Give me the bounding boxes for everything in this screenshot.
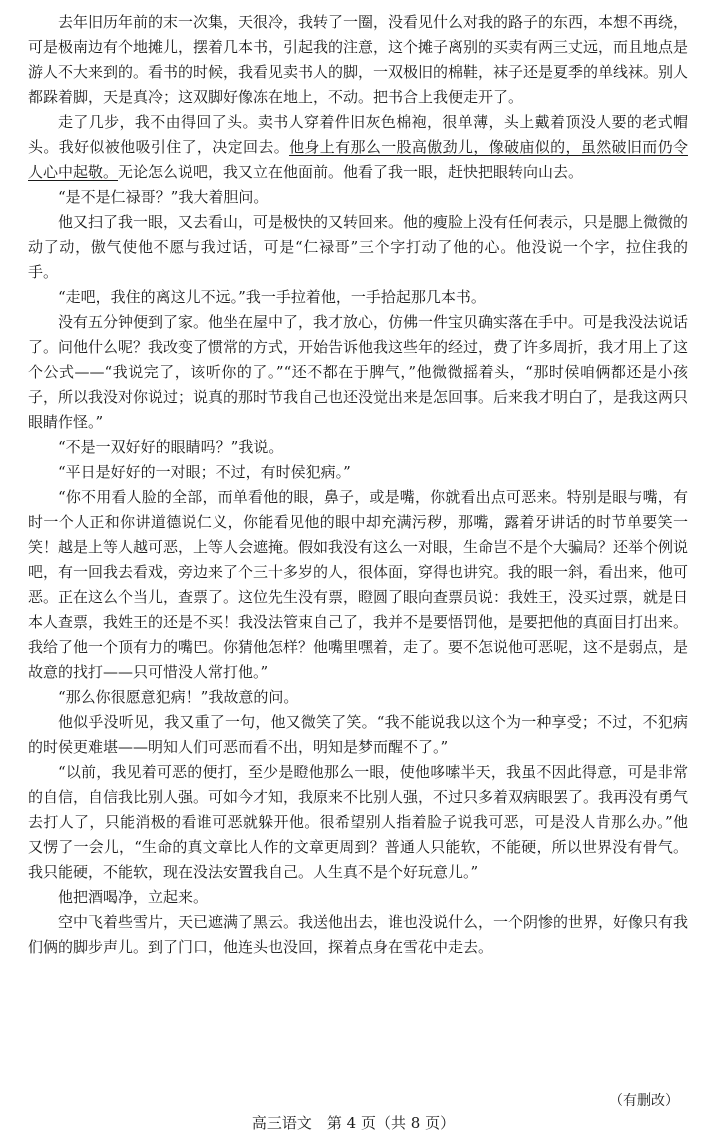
article-body	[28, 10, 688, 960]
source-note: （有删改）	[609, 1093, 679, 1109]
paragraph-14: 空中飞着些雪片，天已遮满了黑云。我送他出去，谁也没说什么，一个阴惨的世界，好像只有我们俩的脚步声儿。到了门口，他连头也没回，探着点身在雪花中走去。	[28, 913, 689, 956]
underlined-sentence: 他身上有那么一股高傲劲儿，像破庙似的，虽然破旧而仍令人心中起敬。	[28, 138, 688, 181]
paragraph-6: 没有五分钟便到了家。他坐在屋中了，我才放心，仿佛一件宝贝确实落在手中。可是我没法说话了。问他什么呢？我改变了惯常的方式，开始告诉他我这些年的经过，费了许多周折，我才用上了这个公式——“我说完了，该听你的了。”“还不都在于脾气，”他微微摇着头，“那时侯咱俩都还是小孩子，所以我没对你说过；说真的那时节我自己也还没觉出来是怎回事。后来我才明白了，是我这两只眼睛作怪。”	[28, 313, 689, 431]
paragraph-2	[28, 110, 688, 185]
paragraph-13: 他把酒喝净，立起来。	[58, 888, 209, 906]
paragraph-2-text-after: 无论怎么说吧，我又立在他面前。他看了我一眼，赶快把眼转向山去。	[118, 163, 584, 181]
paragraph-5: “走吧，我住的离这儿不远。”我一手拉着他，一手拾起那几本书。	[58, 288, 486, 306]
paragraph-8: “平日是好好的一对眼；不过，有时侯犯病。”	[58, 463, 351, 481]
paragraph-4: 他又扫了我一眼，又去看山，可是极快的又转回来。他的瘦脸上没有任何表示，只是腮上微微的动了动，傲气使他不愿与我过话，可是“仁禄哥”三个字打动了他的心。他没说一个字，拉住我的手。	[28, 213, 689, 281]
paragraph-10: “那么你很愿意犯病！”我故意的问。	[58, 688, 299, 706]
paragraph-1: 去年旧历年前的末一次集，天很冷，我转了一圈，没看见什么对我的路子的东西，本想不再绕，可是极南边有个地摊儿，摆着几本书，引起我的注意，这个摊子离别的买卖有两三丈远，而且地点是游人不大来到的。看书的时候，我看见卖书人的脚，一双极旧的棉鞋，袜子还是夏季的单线袜。别人都跺着脚，天是真冷；这双脚好像冻在地上，不动。把书合上我便走开了。	[28, 13, 689, 106]
paragraph-3: “是不是仁禄哥？”我大着胆问。	[58, 188, 269, 206]
page-footer: 高三语文 第 4 页（共 8 页）	[251, 1114, 456, 1132]
paragraph-9: “你不用看人脸的全部，而单看他的眼，鼻子，或是嘴，你就看出点可恶来。特别是眼与嘴，有时一个人正和你讲道德说仁义，你能看见他的眼中却充满污秽，那嘴，露着牙讲话的时节单要笑一笑！越是上等人越可恶，上等人会遮掩。假如我没有这么一对眼，生命岂不是个大骗局？还举个例说吧，有一回我去看戏，旁边来了个三十多岁的人，很体面，穿得也讲究。我的眼一斜，看出来，他可恶。正在这么个当儿，查票了。这位先生没有票，瞪圆了眼向查票员说：我姓王，没买过票，就是日本人查票，我姓王的还是不买！我没法管束自己了，我并不是要悟罚他，是要把他的真面目打出来。我给了他一个顶有力的嘴巴。你猜他怎样？他嘴里嘿着，走了。要不怎说他可恶呢，这不是弱点，是故意的找打——只可惜没人常打他。”	[28, 488, 689, 681]
paragraph-7: “不是一双好好的眼睛吗？”我说。	[58, 438, 284, 456]
paragraph-12: “以前，我见着可恶的便打，至少是瞪他那么一眼，使他哆嗦半天，我虽不因此得意，可是非常的自信，自信我比别人强。可如今才知，我原来不比别人强，不过只多着双病眼罢了。我再没有勇气去打人了，只能消极的看谁可恶就躲开他。很希望别人指着脸子说我可恶，可是没人肯那么办。”他又愣了一会儿，“生命的真文章比人作的文章更周到？普通人只能软，不能硬，所以世界没有骨气。我只能硬，不能软，现在没法安置我自己。人生真不是个好玩意儿。”	[28, 763, 689, 881]
paragraph-2-text-before: 走了几步，我不由得回了头。卖书人穿着件旧灰色棉袍，很单薄，头上戴着顶没人要的老式帽头。我好似被他吸引住了，决定回去。	[28, 113, 688, 156]
paragraph-11: 他似乎没听见，我又重了一句，他又微笑了笑。“我不能说我以这个为一种享受；不过，不犯病的时侯更难堪——明知人们可恶而看不出，明知是梦而醒不了。”	[28, 713, 688, 756]
